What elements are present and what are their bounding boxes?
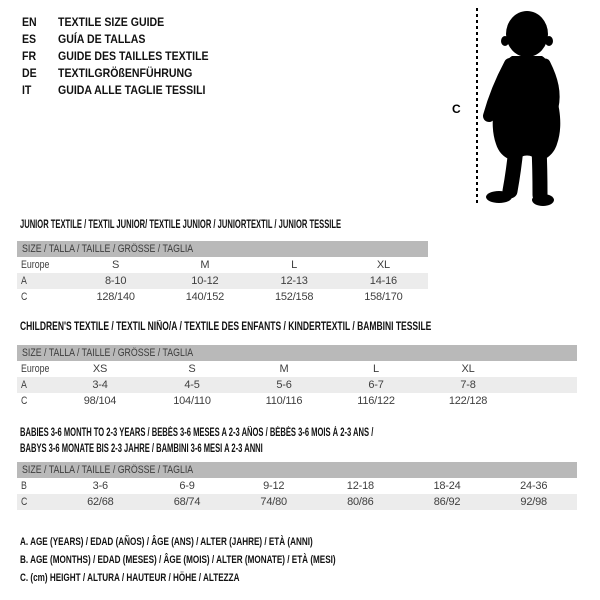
age-cell: 18-24 [433, 480, 461, 492]
age-cell: 3-6 [92, 480, 108, 492]
legend-text-c: C. (cm) HEIGHT / ALTURA / HAUTEUR / HÖHE / ALTEZZA [20, 572, 240, 584]
junior-size-table [17, 241, 428, 305]
legend-row-b [20, 551, 447, 569]
language-row-fr [22, 48, 229, 65]
children-size-table [17, 345, 577, 409]
row-end-spacer [514, 393, 577, 409]
legend-row-c [20, 569, 447, 587]
table-row-europe [17, 257, 428, 273]
age-cell: 14-16 [369, 275, 397, 287]
language-row-en [22, 14, 229, 31]
size-cell: S [112, 259, 120, 271]
babies-table-title [20, 425, 555, 457]
table-row-age [17, 377, 577, 393]
table-row-height [17, 393, 577, 409]
size-cell: XL [376, 259, 390, 271]
babies-table-title-line1: BABIES 3-6 MONTH TO 2-3 YEARS / BEBÉS 3-6 MESES A 2-3 AÑOS / BÉBÉS 3-6 MOIS À 2-3 ANS / [20, 427, 374, 439]
height-cell: 62/68 [87, 496, 114, 508]
row-label: C [21, 291, 28, 303]
language-row-de [22, 65, 229, 82]
height-cell: 140/152 [185, 291, 225, 303]
size-cell: L [291, 259, 298, 271]
language-title-list [22, 14, 229, 99]
guide-title-en: TEXTILE SIZE GUIDE [58, 15, 165, 29]
height-cell: 110/116 [265, 395, 303, 407]
size-header-bar [17, 345, 577, 361]
size-cell: M [279, 363, 289, 375]
age-cell: 7-8 [460, 379, 476, 391]
language-code: ES [22, 32, 37, 46]
row-label: Europe [21, 259, 50, 271]
size-header-text: SIZE / TALLA / TAILLE / GRÖSSE / TAGLIA [22, 243, 194, 255]
legend [20, 533, 447, 587]
height-cell: 128/140 [96, 291, 135, 303]
size-header-text: SIZE / TALLA / TAILLE / GRÖSSE / TAGLIA [22, 347, 194, 359]
babies-size-table [17, 462, 577, 510]
size-cell: S [188, 363, 196, 375]
babies-table-title-line2: BABYS 3-6 MONATE BIS 2-3 JAHRE / BAMBINI 3-6 MESI A 2-3 ANNI [20, 443, 263, 455]
legend-row-a [20, 533, 447, 551]
row-label: Europe [21, 363, 50, 375]
height-cell: 116/122 [357, 395, 395, 407]
language-code: EN [22, 15, 37, 29]
language-row-es [22, 31, 229, 48]
children-table-title [20, 319, 576, 335]
baby-silhouette-icon [482, 8, 574, 206]
age-cell: 12-13 [280, 275, 308, 287]
age-cell: 3-4 [92, 379, 108, 391]
legend-text-b: B. AGE (MONTHS) / EDAD (MESES) / ÂGE (MOIS) / ALTER (MONATE) / ETÀ (MESI) [20, 554, 336, 566]
age-cell: 6-7 [368, 379, 384, 391]
row-label: A [21, 379, 27, 391]
table-row-age [17, 273, 428, 289]
guide-title-es: GUÍA DE TALLAS [58, 32, 146, 46]
table-row-height [17, 289, 428, 305]
language-code: FR [22, 49, 37, 63]
height-cell: 92/98 [520, 496, 547, 508]
row-label: B [21, 480, 27, 492]
children-table-title-text: CHILDREN'S TEXTILE / TEXTIL NIÑO/A / TEXTILE DES ENFANTS / KINDERTEXTIL / BAMBINI TESSILE [20, 321, 432, 333]
size-header-bar [17, 241, 428, 257]
row-end-spacer [514, 361, 577, 377]
size-header-text: SIZE / TALLA / TAILLE / GRÖSSE / TAGLIA [22, 464, 194, 476]
age-cell: 24-36 [520, 480, 548, 492]
age-cell: 10-12 [191, 275, 219, 287]
row-label: C [21, 496, 28, 508]
height-measure-label: C [452, 102, 461, 116]
height-cell: 152/158 [274, 291, 314, 303]
height-cell: 98/104 [83, 395, 117, 407]
legend-text-a: A. AGE (YEARS) / EDAD (AÑOS) / ÂGE (ANS) / ALTER (JAHRE) / ETÀ (ANNI) [20, 536, 313, 548]
size-cell: XL [461, 363, 475, 375]
height-cell: 86/92 [433, 496, 461, 508]
row-label: A [21, 275, 27, 287]
language-code: DE [22, 66, 37, 80]
height-cell: 104/110 [173, 395, 211, 407]
height-cell: 158/170 [364, 291, 403, 303]
size-cell: XS [92, 363, 108, 375]
age-cell: 8-10 [105, 275, 127, 287]
age-cell: 12-18 [346, 480, 374, 492]
size-cell: M [200, 259, 210, 271]
junior-table-title-text: JUNIOR TEXTILE / TEXTIL JUNIOR/ TEXTILE JUNIOR / JUNIORTEXTIL / JUNIOR TESSILE [20, 219, 342, 231]
guide-title-it: GUIDA ALLE TAGLIE TESSILI [58, 83, 206, 97]
guide-title-fr: GUIDE DES TAILLES TEXTILE [58, 49, 209, 63]
language-row-it [22, 82, 229, 99]
table-row-months [17, 478, 577, 494]
table-row-height [17, 494, 577, 510]
height-dashed-line [476, 8, 478, 206]
height-cell: 122/128 [448, 395, 488, 407]
height-cell: 74/80 [260, 496, 287, 508]
table-row-europe [17, 361, 577, 377]
height-cell: 68/74 [173, 496, 201, 508]
junior-table-title [20, 217, 506, 233]
row-label: C [21, 395, 28, 407]
size-cell: L [373, 363, 379, 375]
age-cell: 4-5 [184, 379, 200, 391]
height-cell: 80/86 [347, 496, 374, 508]
age-cell: 6-9 [179, 480, 195, 492]
age-cell: 5-6 [276, 379, 292, 391]
row-end-spacer [514, 377, 577, 393]
guide-title-de: TEXTILGRÖßENFÜHRUNG [58, 66, 193, 80]
language-code: IT [22, 83, 32, 97]
size-header-bar [17, 462, 577, 478]
age-cell: 9-12 [263, 480, 285, 492]
